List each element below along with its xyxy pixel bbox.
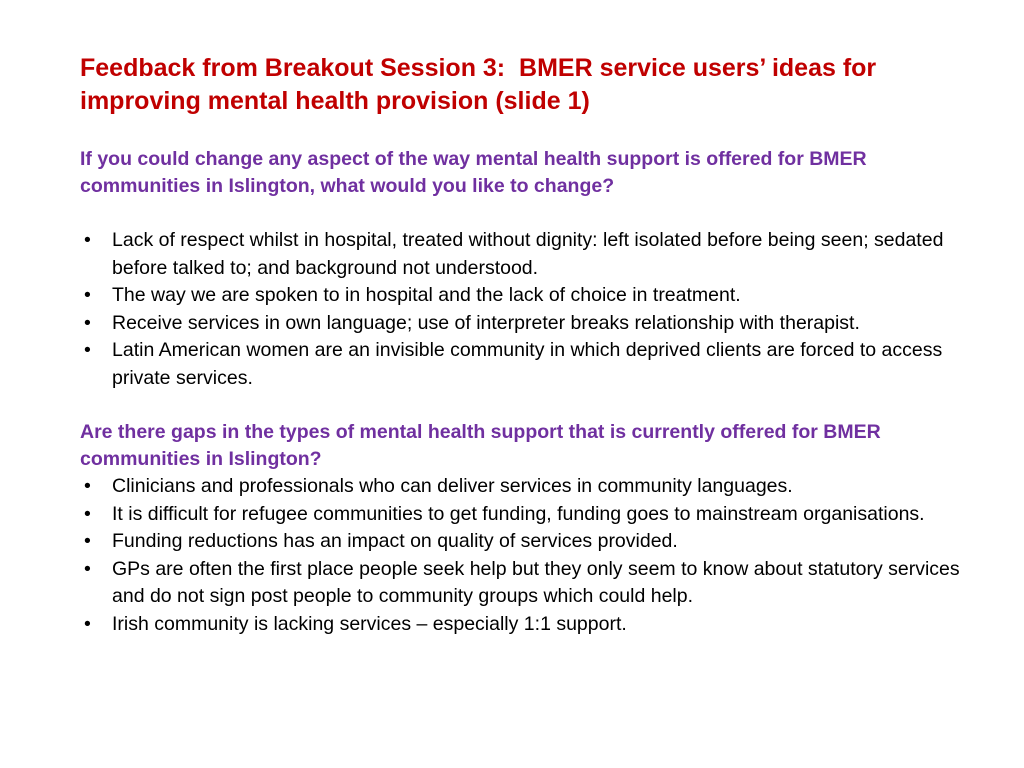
list-item xyxy=(80,227,960,282)
list-item xyxy=(80,611,960,639)
list-item-text: GPs are often the first place people seek help but they only seem to know about statutory services and do not sign post people to community groups which could help. xyxy=(112,557,960,607)
list-item-text: It is difficult for refugee communities to get funding, funding goes to mainstream organisations. xyxy=(112,502,925,525)
question-change: If you could change any aspect of the way mental health support is offered for BMER communities in Islington, what would you like to change? xyxy=(80,148,867,197)
question-gaps: Are there gaps in the types of mental health support that is currently offered for BMER communities in Islington? xyxy=(80,421,881,470)
bullet-icon: • xyxy=(84,229,91,251)
list-item xyxy=(80,473,960,501)
list-item-text: Receive services in own language; use of interpreter breaks relationship with therapist. xyxy=(112,311,860,334)
change-list xyxy=(80,227,960,392)
section-changes xyxy=(80,146,960,392)
bullet-icon: • xyxy=(84,339,91,361)
slide-title: Feedback from Breakout Session 3: BMER service users’ ideas for improving mental health provision (slide 1) xyxy=(80,54,884,115)
bullet-icon: • xyxy=(84,475,91,497)
list-item xyxy=(80,282,960,310)
list-item-text: Lack of respect whilst in hospital, treated without dignity: left isolated before being seen; sedated before talked to; and background not understood. xyxy=(112,229,944,279)
list-item-text: The way we are spoken to in hospital and the lack of choice in treatment. xyxy=(112,284,741,306)
list-item-text: Funding reductions has an impact on quality of services provided. xyxy=(112,530,678,552)
list-item xyxy=(80,501,960,529)
list-item xyxy=(80,556,960,611)
list-item-text: Irish community is lacking services – especially 1:1 support. xyxy=(112,612,627,635)
list-item-text: Clinicians and professionals who can deliver services in community languages. xyxy=(112,475,793,497)
bullet-icon: • xyxy=(84,502,91,525)
bullet-icon: • xyxy=(84,557,91,580)
section-gaps xyxy=(80,419,960,638)
gaps-list xyxy=(80,473,960,638)
list-item xyxy=(80,528,960,556)
list-item xyxy=(80,310,960,338)
bullet-icon: • xyxy=(84,311,91,334)
slide xyxy=(80,52,960,638)
bullet-icon: • xyxy=(84,612,91,635)
list-item xyxy=(80,337,960,392)
list-item-text: Latin American women are an invisible community in which deprived clients are forced to access private services. xyxy=(112,339,943,389)
bullet-icon: • xyxy=(84,284,91,306)
bullet-icon: • xyxy=(84,530,91,552)
